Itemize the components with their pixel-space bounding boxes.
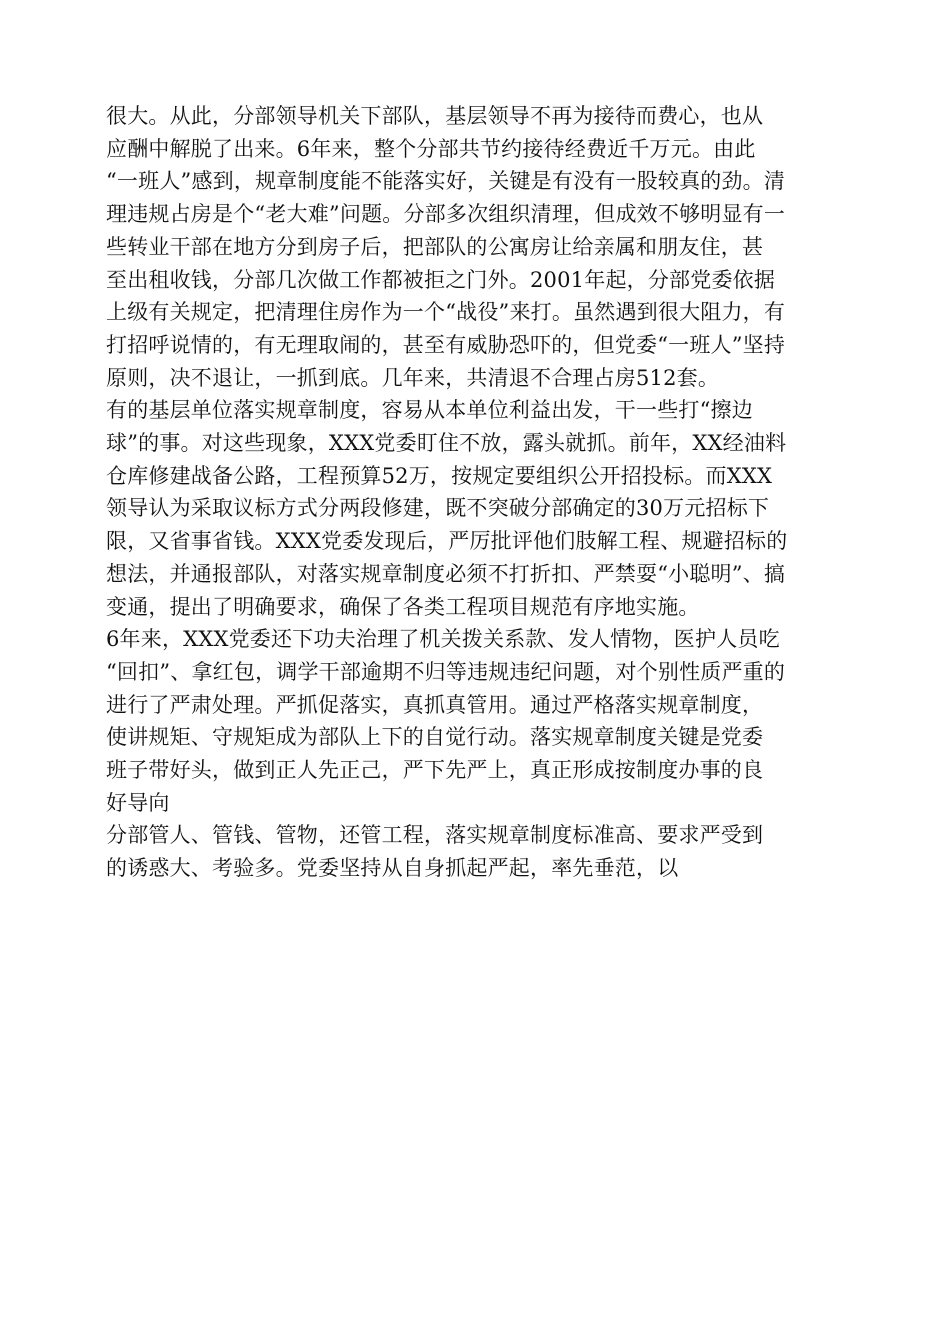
text-line: 班子带好头，做到正人先正己，严下先严上，真正形成按制度办事的良 — [106, 758, 764, 783]
text-line: 原则，决不退让，一抓到底。几年来，共清退不合理占房512套。 — [106, 365, 720, 390]
text-line: “回扣”、拿红包，调学干部逾期不归等违规违纪问题，对个别性质严重的 — [106, 659, 786, 684]
text-line: 很大。从此，分部领导机关下部队，基层领导不再为接待而费心，也从 — [106, 104, 764, 128]
text-line: 分部管人、管钱、管物，还管工程，落实规章制度标准高、要求严受到 — [106, 823, 764, 848]
text-line: 上级有关规定，把清理住房作为一个“战役”来打。虽然遇到很大阻力，有 — [106, 300, 786, 325]
text-line: 有的基层单位落实规章制度，容易从本单位利益出发，干一些打“擦边 — [106, 398, 753, 423]
document-body — [106, 100, 848, 885]
text-line: 使讲规矩、守规矩成为部队上下的自觉行动。落实规章制度关键是党委 — [106, 725, 764, 750]
text-line: 球”的事。对这些现象，XXX党委盯住不放，露头就抓。前年，XX经油料 — [106, 431, 787, 456]
paragraph-4 — [106, 819, 848, 884]
text-line: 些转业干部在地方分到房子后，把部队的公寓房让给亲属和朋友住，甚 — [106, 234, 764, 259]
paragraph-3 — [106, 623, 848, 819]
text-line: 变通，提出了明确要求，确保了各类工程项目规范有序地实施。 — [106, 594, 700, 619]
paragraph-1 — [106, 100, 848, 394]
text-line: 的诱惑大、考验多。党委坚持从自身抓起严起，率先垂范，以 — [106, 856, 679, 881]
text-line: 打招呼说情的，有无理取闹的，甚至有威胁恐吓的，但党委“一班人”坚持 — [106, 332, 786, 357]
text-line: 进行了严肃处理。严抓促落实，真抓真管用。通过严格落实规章制度， — [106, 692, 764, 717]
paragraph-2 — [106, 394, 848, 623]
text-line: 至出租收钱，分部几次做工作都被拒之门外。2001年起，分部党委依据 — [106, 267, 776, 292]
text-line: 好导向 — [106, 790, 170, 815]
text-line: 应酬中解脱了出来。6年来，整个分部共节约接待经费近千万元。由此 — [106, 136, 756, 161]
text-line: 理违规占房是个“老大难”问题。分部多次组织清理，但成效不够明显有一 — [106, 202, 786, 227]
text-line: 领导认为采取议标方式分两段修建，既不突破分部确定的30万元招标下 — [106, 496, 770, 521]
text-line: 仓库修建战备公路，工程预算52万，按规定要组织公开招投标。而XXX — [106, 463, 773, 488]
text-line: 限，又省事省钱。XXX党委发现后，严厉批评他们肢解工程、规避招标的 — [106, 529, 788, 554]
text-line: 6年来，XXX党委还下功夫治理了机关拨关系款、发人情物，医护人员吃 — [106, 627, 780, 652]
text-line: “一班人”感到，规章制度能不能落实好，关键是有没有一股较真的劲。清 — [106, 169, 786, 194]
text-line: 想法，并通报部队，对落实规章制度必须不打折扣、严禁耍“小聪明”、搞 — [106, 561, 786, 586]
